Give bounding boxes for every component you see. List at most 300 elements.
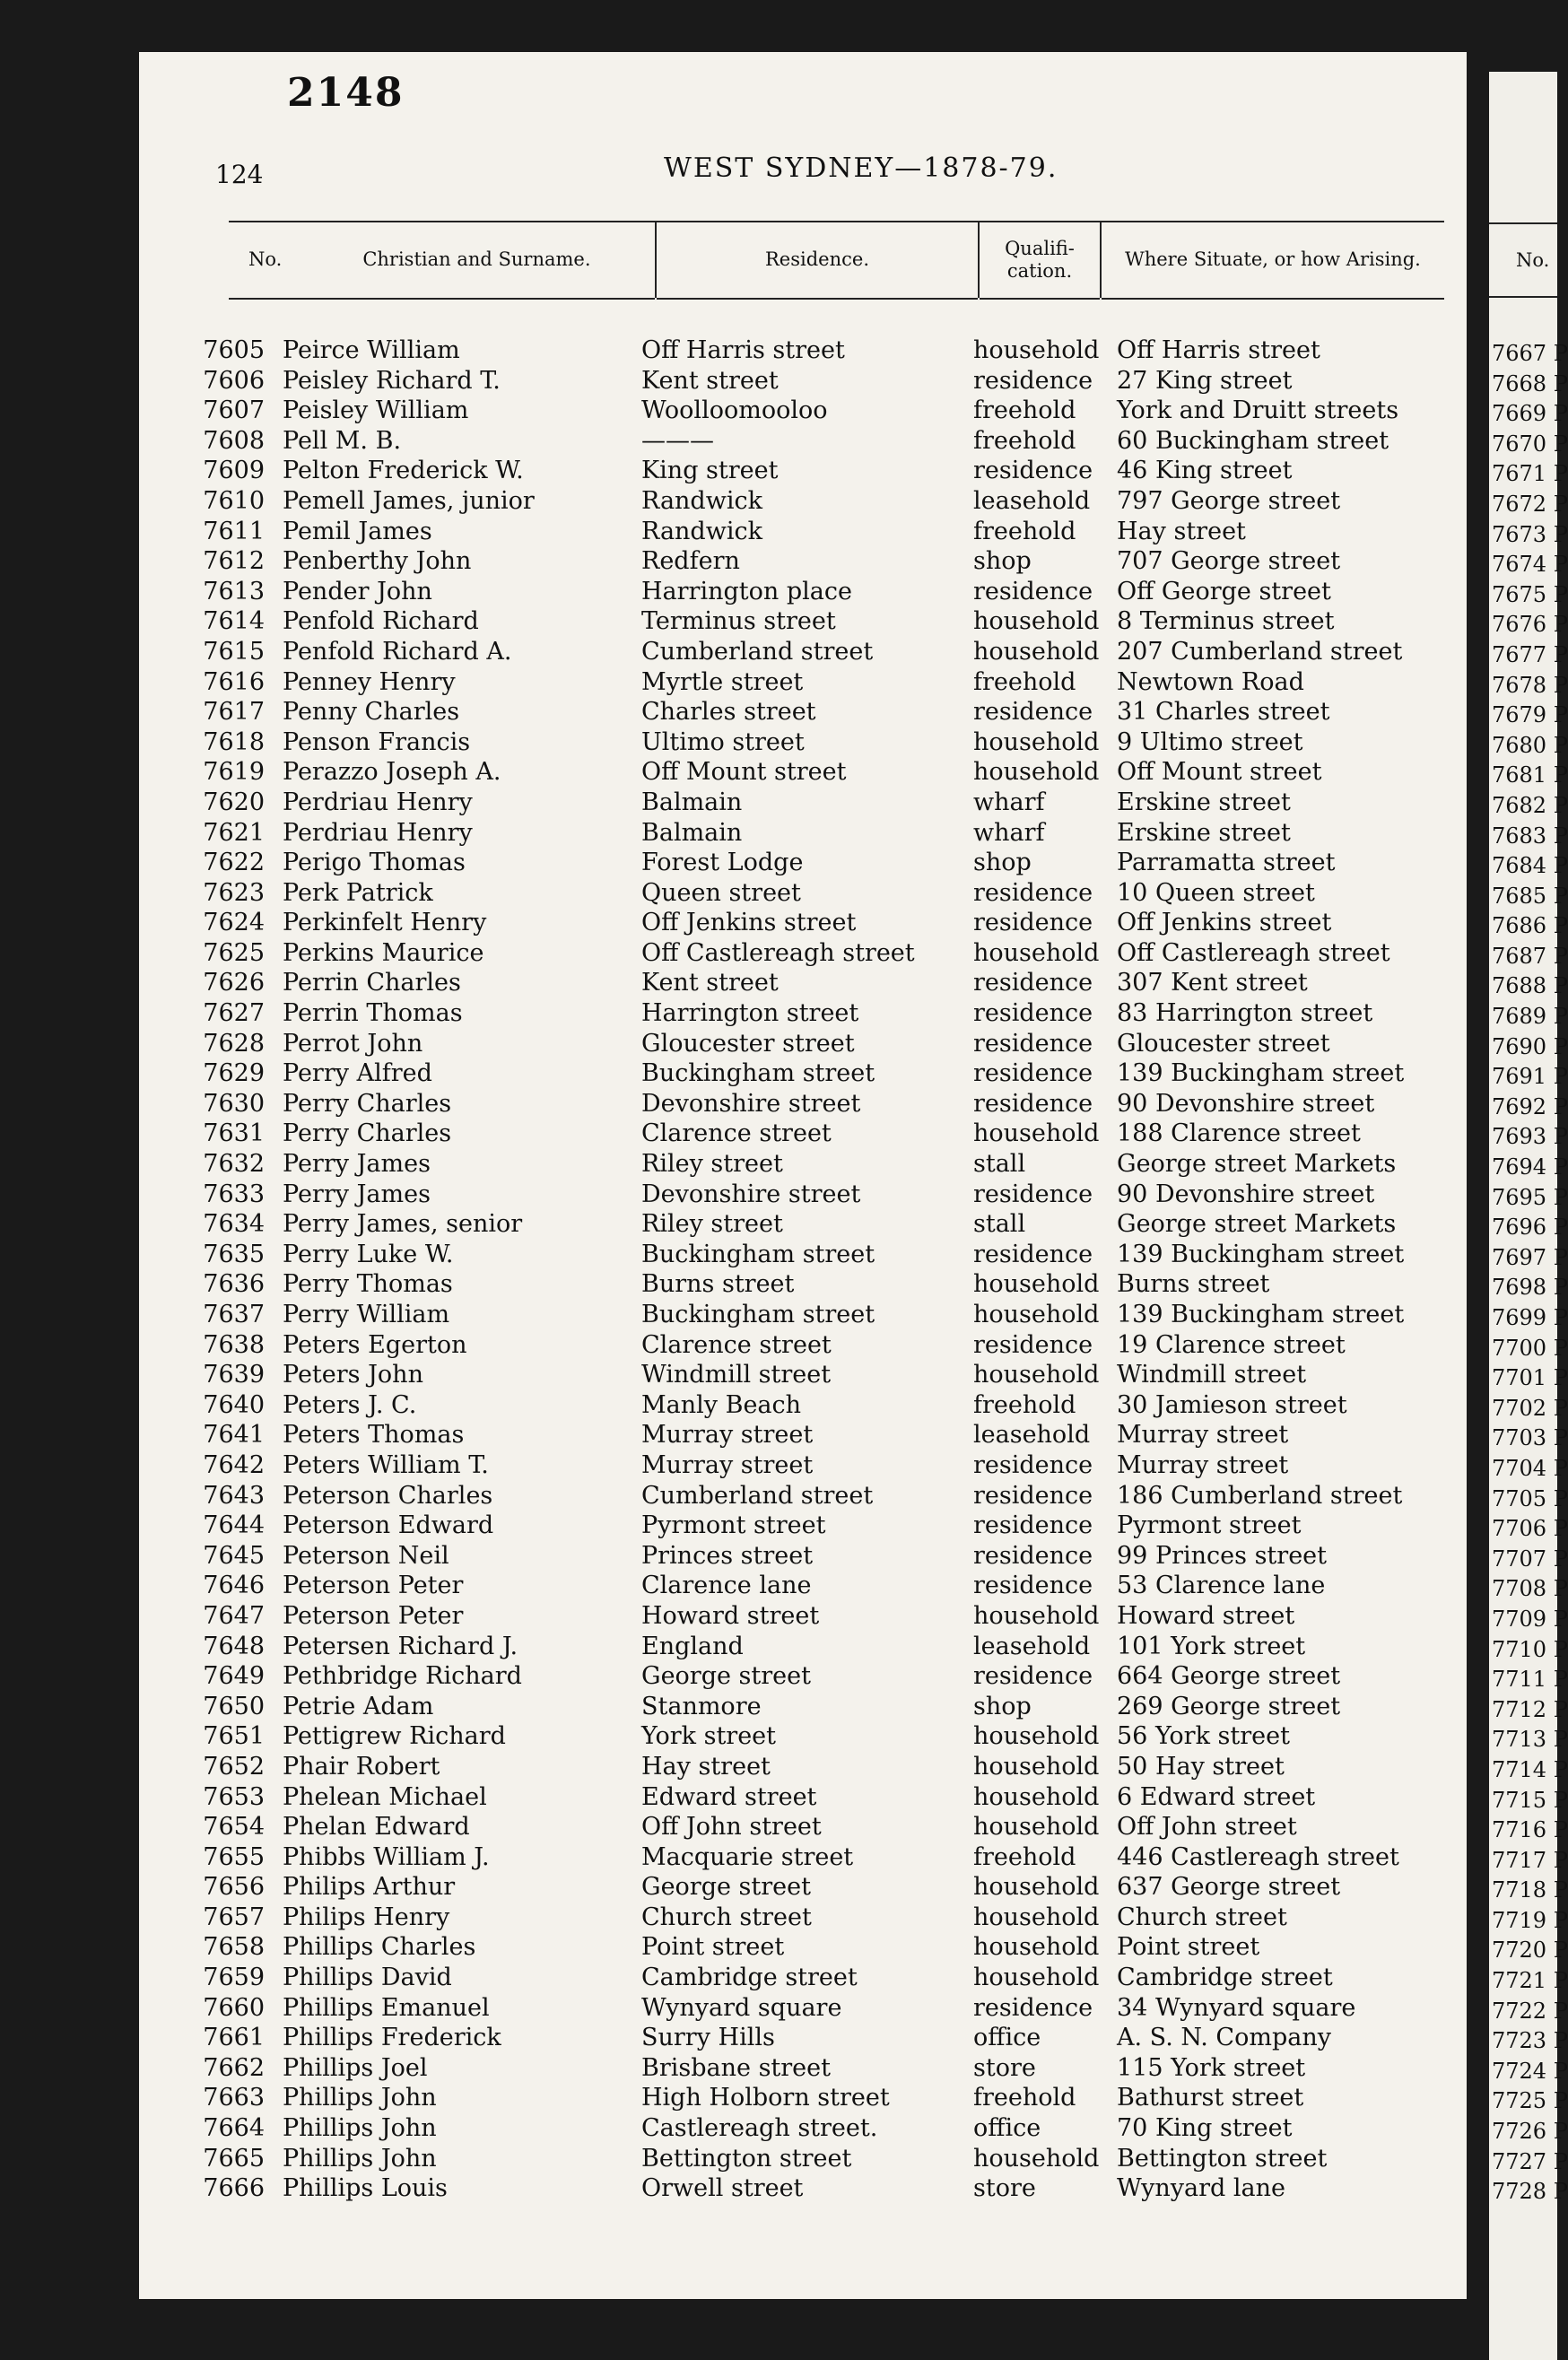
entry-number: 7642 xyxy=(203,1450,265,1479)
entry-name: Peterson Peter xyxy=(283,1601,464,1630)
table-row xyxy=(184,1993,1476,2024)
facing-row: 7694 P xyxy=(1492,1154,1568,1180)
entry-qualification: residence xyxy=(973,1662,1093,1691)
facing-row: 7711 P xyxy=(1492,1667,1568,1693)
table-row xyxy=(184,1089,1476,1119)
entry-where-situate: 637 George street xyxy=(1117,1873,1341,1902)
entry-residence: Manly Beach xyxy=(641,1390,802,1419)
entry-number: 7634 xyxy=(203,1210,265,1239)
entry-where-situate: Erskine street xyxy=(1117,788,1291,816)
table-row xyxy=(184,1209,1476,1240)
entry-where-situate: Church street xyxy=(1117,1903,1287,1931)
entry-number: 7629 xyxy=(203,1059,265,1088)
facing-row: 7699 P xyxy=(1492,1305,1568,1330)
facing-row: 7691 P xyxy=(1492,1064,1568,1090)
entry-residence: Brisbane street xyxy=(641,2053,831,2082)
entry-number: 7633 xyxy=(203,1180,265,1208)
entry-where-situate: Off Mount street xyxy=(1117,758,1322,787)
entry-name: Phillips John xyxy=(283,2084,437,2112)
entry-qualification: residence xyxy=(973,1511,1093,1540)
table-row xyxy=(184,546,1476,577)
entry-name: Peisley William xyxy=(283,396,469,425)
facing-row: 7695 P xyxy=(1492,1184,1568,1210)
entry-residence: High Holborn street xyxy=(641,2084,890,2112)
entry-residence: George street xyxy=(641,1873,811,1902)
entry-qualification: residence xyxy=(973,1029,1093,1058)
facing-row: 7692 P xyxy=(1492,1093,1568,1119)
entry-where-situate: Hay street xyxy=(1117,517,1246,545)
entry-name: Phelan Edward xyxy=(283,1813,470,1842)
entry-name: Perry Thomas xyxy=(283,1270,453,1299)
entry-residence: Murray street xyxy=(641,1450,814,1479)
table-row xyxy=(184,1721,1476,1752)
entry-residence: Murray street xyxy=(641,1421,814,1450)
entry-residence: Balmain xyxy=(641,788,743,816)
entry-name: Peterson Edward xyxy=(283,1511,494,1540)
entry-where-situate: 9 Ultimo street xyxy=(1117,727,1303,756)
table-row xyxy=(184,486,1476,517)
entry-number: 7625 xyxy=(203,938,265,967)
table-row xyxy=(184,517,1476,547)
entry-number: 7614 xyxy=(203,607,265,636)
facing-row: 7673 P xyxy=(1492,521,1568,547)
entry-name: Phillips John xyxy=(283,2114,437,2143)
facing-row: 7702 P xyxy=(1492,1395,1568,1421)
entry-number: 7666 xyxy=(203,2174,265,2203)
table-row xyxy=(184,1269,1476,1300)
table-row xyxy=(184,1692,1476,1722)
table-row xyxy=(184,1511,1476,1541)
facing-header-no: No. xyxy=(1516,249,1550,271)
entry-where-situate: 34 Wynyard square xyxy=(1117,1993,1356,2022)
facing-row: 7670 P xyxy=(1492,431,1568,457)
entry-number: 7624 xyxy=(203,909,265,937)
table-row xyxy=(184,1601,1476,1632)
entry-number: 7610 xyxy=(203,486,265,515)
entry-where-situate: 19 Clarence street xyxy=(1117,1330,1346,1359)
entry-qualification: wharf xyxy=(973,788,1045,816)
entry-name: Pemil James xyxy=(283,517,432,545)
entry-name: Pemell James, junior xyxy=(283,486,535,515)
facing-row: 7700 P xyxy=(1492,1335,1568,1361)
entry-number: 7665 xyxy=(203,2144,265,2173)
entry-name: Phelean Michael xyxy=(283,1782,487,1811)
entry-residence: Redfern xyxy=(641,547,740,576)
table-row xyxy=(184,1180,1476,1210)
table-row xyxy=(184,1481,1476,1511)
entry-residence: Riley street xyxy=(641,1150,783,1179)
entry-name: Penney Henry xyxy=(283,667,456,696)
facing-row: 7667 P xyxy=(1492,341,1568,366)
entry-where-situate: 83 Harrington street xyxy=(1117,999,1373,1028)
entry-qualification: residence xyxy=(973,1541,1093,1570)
entry-residence: Randwick xyxy=(641,486,762,515)
facing-row: 7675 P xyxy=(1492,581,1568,607)
facing-row: 7709 P xyxy=(1492,1606,1568,1632)
facing-row: 7707 P xyxy=(1492,1546,1568,1572)
entry-number: 7646 xyxy=(203,1572,265,1600)
entry-residence: Buckingham street xyxy=(641,1301,875,1328)
facing-row: 7720 P xyxy=(1492,1938,1568,1964)
facing-row: 7713 P xyxy=(1492,1727,1568,1753)
entry-qualification: residence xyxy=(973,1450,1093,1479)
entry-number: 7660 xyxy=(203,1993,265,2022)
entry-number: 7650 xyxy=(203,1692,265,1720)
entry-name: Perry William xyxy=(283,1301,450,1328)
entry-residence: Burns street xyxy=(641,1270,795,1299)
facing-page-rule xyxy=(1489,222,1557,224)
entry-name: Perkinfelt Henry xyxy=(283,909,487,937)
entry-number: 7649 xyxy=(203,1662,265,1691)
entry-name: Phibbs William J. xyxy=(283,1842,490,1871)
entry-where-situate: 797 George street xyxy=(1117,486,1341,515)
facing-row: 7725 P xyxy=(1492,2088,1568,2114)
facing-row: 7676 P xyxy=(1492,612,1568,638)
entry-where-situate: 60 Buckingham street xyxy=(1117,426,1389,455)
facing-row: 7723 P xyxy=(1492,2028,1568,2054)
entry-residence: Harrington place xyxy=(641,577,852,605)
table-row xyxy=(184,577,1476,607)
entry-qualification: household xyxy=(973,1933,1100,1962)
entry-where-situate: Windmill street xyxy=(1117,1361,1307,1389)
entry-name: Pender John xyxy=(283,577,432,605)
entry-qualification: residence xyxy=(973,999,1093,1028)
entry-number: 7606 xyxy=(203,366,265,395)
entry-number: 7613 xyxy=(203,577,265,605)
entry-qualification: freehold xyxy=(973,2084,1076,2112)
entry-name: Penson Francis xyxy=(283,727,471,756)
entry-number: 7647 xyxy=(203,1601,265,1630)
entry-number: 7638 xyxy=(203,1330,265,1359)
entry-where-situate: 707 George street xyxy=(1117,547,1341,576)
entry-where-situate: 6 Edward street xyxy=(1117,1782,1316,1811)
facing-row: 7689 P xyxy=(1492,1004,1568,1030)
entry-qualification: household xyxy=(973,2144,1100,2173)
entry-where-situate: A. S. N. Company xyxy=(1117,2024,1331,2052)
entry-name: Pethbridge Richard xyxy=(283,1662,522,1691)
entry-number: 7662 xyxy=(203,2053,265,2082)
entry-qualification: leasehold xyxy=(973,1632,1091,1660)
entry-where-situate: Erskine street xyxy=(1117,818,1291,847)
entry-number: 7639 xyxy=(203,1361,265,1389)
entry-residence: Myrtle street xyxy=(641,667,804,696)
table-row xyxy=(184,1029,1476,1059)
table-row xyxy=(184,1058,1476,1089)
entry-qualification: household xyxy=(973,938,1100,967)
entry-number: 7648 xyxy=(203,1632,265,1660)
facing-row: 7677 P xyxy=(1492,641,1568,667)
entry-name: Peters William T. xyxy=(283,1450,489,1479)
facing-page-rule xyxy=(1489,296,1557,298)
table-row xyxy=(184,1300,1476,1330)
entry-where-situate: 664 George street xyxy=(1117,1662,1341,1691)
entry-residence: Princes street xyxy=(641,1541,814,1570)
header-name: Christian and Surname. xyxy=(362,248,591,271)
entry-qualification: store xyxy=(973,2053,1036,2082)
entry-name: Peters John xyxy=(283,1361,423,1389)
facing-row: 7712 P xyxy=(1492,1696,1568,1722)
entry-qualification: freehold xyxy=(973,426,1076,455)
entry-residence: Hay street xyxy=(641,1752,771,1781)
entry-residence: Off Castlereagh street xyxy=(641,938,915,967)
table-row xyxy=(184,1541,1476,1572)
entry-where-situate: Bathurst street xyxy=(1117,2084,1304,2112)
entry-name: Perrin Charles xyxy=(283,969,461,997)
entry-name: Phillips Charles xyxy=(283,1933,476,1962)
entry-residence: Woolloomooloo xyxy=(641,396,828,425)
entry-residence: King street xyxy=(641,457,779,485)
entry-qualification: freehold xyxy=(973,667,1076,696)
table-row xyxy=(184,1932,1476,1963)
entry-residence: Clarence lane xyxy=(641,1572,812,1600)
entry-residence: Randwick xyxy=(641,517,762,545)
entry-where-situate: Wynyard lane xyxy=(1117,2174,1286,2203)
table-row xyxy=(184,1330,1476,1361)
entry-qualification: wharf xyxy=(973,818,1045,847)
entry-name: Perry James, senior xyxy=(283,1210,523,1239)
entry-qualification: residence xyxy=(973,1330,1093,1359)
facing-row: 7701 P xyxy=(1492,1365,1568,1391)
entry-residence: York street xyxy=(641,1722,777,1751)
entry-residence: Off Jenkins street xyxy=(641,909,857,937)
facing-row: 7728 P xyxy=(1492,2179,1568,2205)
entry-where-situate: Off Castlereagh street xyxy=(1117,938,1390,967)
entry-name: Peters Egerton xyxy=(283,1330,467,1359)
entry-number: 7644 xyxy=(203,1511,265,1540)
entry-qualification: residence xyxy=(973,1993,1093,2022)
entry-where-situate: 8 Terminus street xyxy=(1117,607,1335,636)
facing-row: 7719 P xyxy=(1492,1907,1568,1933)
facing-row: 7698 P xyxy=(1492,1275,1568,1301)
entry-residence: Charles street xyxy=(641,698,816,727)
table-row xyxy=(184,2113,1476,2144)
entry-where-situate: Bettington street xyxy=(1117,2144,1328,2173)
table-row xyxy=(184,1903,1476,1933)
entry-residence: Castlereagh street. xyxy=(641,2114,878,2143)
entry-qualification: freehold xyxy=(973,396,1076,425)
entry-number: 7631 xyxy=(203,1119,265,1148)
facing-row: 7722 P xyxy=(1492,1998,1568,2024)
facing-row: 7682 P xyxy=(1492,792,1568,818)
entry-where-situate: 70 King street xyxy=(1117,2114,1293,2143)
entry-number: 7620 xyxy=(203,788,265,816)
entry-where-situate: 46 King street xyxy=(1117,457,1293,485)
facing-row: 7710 P xyxy=(1492,1636,1568,1662)
table-row xyxy=(184,456,1476,486)
table-row xyxy=(184,1149,1476,1180)
facing-row: 7683 P xyxy=(1492,823,1568,849)
facing-row: 7669 P xyxy=(1492,401,1568,427)
entry-name: Pettigrew Richard xyxy=(283,1722,506,1751)
entry-qualification: household xyxy=(973,336,1100,364)
entry-residence: Bettington street xyxy=(641,2144,852,2173)
facing-page-list xyxy=(1492,339,1568,2208)
facing-row: 7674 P xyxy=(1492,552,1568,578)
entry-residence: Off John street xyxy=(641,1813,822,1842)
entry-qualification: residence xyxy=(973,457,1093,485)
entry-number: 7628 xyxy=(203,1029,265,1058)
entry-qualification: leasehold xyxy=(973,486,1091,515)
entry-residence: Queen street xyxy=(641,878,801,907)
table-row xyxy=(184,1782,1476,1813)
entry-where-situate: 307 Kent street xyxy=(1117,969,1308,997)
entry-residence: Gloucester street xyxy=(641,1029,855,1058)
entry-name: Perry James xyxy=(283,1150,431,1179)
facing-row: 7717 P xyxy=(1492,1847,1568,1873)
entry-qualification: residence xyxy=(973,366,1093,395)
facing-row: 7703 P xyxy=(1492,1425,1568,1451)
entry-where-situate: 56 York street xyxy=(1117,1722,1290,1751)
entry-name: Perry James xyxy=(283,1180,431,1208)
entry-qualification: residence xyxy=(973,969,1093,997)
entry-qualification: household xyxy=(973,1119,1100,1148)
entry-residence: England xyxy=(641,1632,744,1660)
entry-where-situate: 90 Devonshire street xyxy=(1117,1089,1375,1118)
facing-row: 7684 P xyxy=(1492,853,1568,879)
entry-name: Penfold Richard A. xyxy=(283,637,512,666)
entry-qualification: freehold xyxy=(973,1390,1076,1419)
entry-qualification: residence xyxy=(973,1180,1093,1208)
entry-name: Peterson Neil xyxy=(283,1541,449,1570)
entry-qualification: household xyxy=(973,1813,1100,1842)
entry-number: 7655 xyxy=(203,1842,265,1871)
table-row xyxy=(184,1420,1476,1450)
entry-name: Penfold Richard xyxy=(283,607,479,636)
entry-name: Phillips Joel xyxy=(283,2053,428,2082)
entry-residence: Devonshire street xyxy=(641,1180,861,1208)
table-row xyxy=(184,1872,1476,1903)
facing-row: 7716 P xyxy=(1492,1817,1568,1843)
entry-qualification: residence xyxy=(973,1059,1093,1088)
entry-number: 7635 xyxy=(203,1240,265,1268)
entry-qualification: household xyxy=(973,1601,1100,1630)
entry-name: Perry Charles xyxy=(283,1089,452,1118)
facing-row: 7690 P xyxy=(1492,1033,1568,1059)
entry-qualification: household xyxy=(973,1782,1100,1811)
facing-row: 7706 P xyxy=(1492,1516,1568,1542)
entry-name: Peters J. C. xyxy=(283,1390,417,1419)
entry-residence: Buckingham street xyxy=(641,1240,875,1268)
entry-number: 7643 xyxy=(203,1481,265,1510)
entry-where-situate: 31 Charles street xyxy=(1117,698,1330,727)
entry-number: 7640 xyxy=(203,1390,265,1419)
entry-number: 7616 xyxy=(203,667,265,696)
entry-residence: Cumberland street xyxy=(641,1481,874,1510)
entry-qualification: residence xyxy=(973,909,1093,937)
facing-row: 7696 P xyxy=(1492,1215,1568,1241)
entry-number: 7658 xyxy=(203,1933,265,1962)
table-row xyxy=(184,335,1476,366)
entry-residence: Off Mount street xyxy=(641,758,847,787)
header-no-name-cell xyxy=(229,221,655,300)
table-row xyxy=(184,757,1476,788)
entry-number: 7623 xyxy=(203,878,265,907)
entry-where-situate: Point street xyxy=(1117,1933,1260,1962)
entry-number: 7663 xyxy=(203,2084,265,2112)
entry-number: 7617 xyxy=(203,698,265,727)
entry-name: Perdriau Henry xyxy=(283,818,473,847)
entry-number: 7637 xyxy=(203,1301,265,1328)
entry-residence: Terminus street xyxy=(641,607,836,636)
table-row xyxy=(184,878,1476,909)
entry-where-situate: 139 Buckingham street xyxy=(1117,1240,1405,1268)
entry-number: 7657 xyxy=(203,1903,265,1931)
header-no: No. xyxy=(248,248,283,271)
entry-name: Phillips Frederick xyxy=(283,2024,501,2052)
header-where: Where Situate, or how Arising. xyxy=(1102,221,1444,300)
entry-name: Philips Arthur xyxy=(283,1873,456,1902)
entry-number: 7645 xyxy=(203,1541,265,1570)
header-qualification: Qualifi- cation. xyxy=(980,221,1100,300)
entry-residence: Buckingham street xyxy=(641,1059,875,1088)
entry-number: 7615 xyxy=(203,637,265,666)
entry-name: Perrin Thomas xyxy=(283,999,463,1028)
entry-residence: Kent street xyxy=(641,969,779,997)
entry-name: Peisley Richard T. xyxy=(283,366,501,395)
entry-where-situate: 446 Castlereagh street xyxy=(1117,1842,1399,1871)
entry-number: 7626 xyxy=(203,969,265,997)
entry-residence: Kent street xyxy=(641,366,779,395)
entry-qualification: stall xyxy=(973,1150,1026,1179)
entry-number: 7608 xyxy=(203,426,265,455)
entry-number: 7641 xyxy=(203,1421,265,1450)
table-row xyxy=(184,1240,1476,1270)
entry-name: Phillips Emanuel xyxy=(283,1993,490,2022)
table-row xyxy=(184,667,1476,698)
entry-residence: Surry Hills xyxy=(641,2024,775,2052)
entry-where-situate: 188 Clarence street xyxy=(1117,1119,1361,1148)
entry-qualification: household xyxy=(973,1722,1100,1751)
entry-where-situate: Howard street xyxy=(1117,1601,1295,1630)
entry-qualification: residence xyxy=(973,878,1093,907)
entry-number: 7659 xyxy=(203,1964,265,1992)
entry-residence: Edward street xyxy=(641,1782,817,1811)
table-row xyxy=(184,788,1476,818)
entry-number: 7656 xyxy=(203,1873,265,1902)
page-number: 124 xyxy=(215,160,264,189)
entry-name: Peterson Peter xyxy=(283,1572,464,1600)
entry-number: 7651 xyxy=(203,1722,265,1751)
entry-residence: Cambridge street xyxy=(641,1964,858,1992)
entry-name: Philips Henry xyxy=(283,1903,450,1931)
facing-row: 7678 P xyxy=(1492,672,1568,698)
entry-where-situate: 10 Queen street xyxy=(1117,878,1315,907)
entry-number: 7621 xyxy=(203,818,265,847)
entry-qualification: shop xyxy=(973,1692,1032,1720)
entry-where-situate: George street Markets xyxy=(1117,1210,1397,1239)
entry-residence: Riley street xyxy=(641,1210,783,1239)
entry-name: Perry Charles xyxy=(283,1119,452,1148)
table-row xyxy=(184,637,1476,667)
entry-name: Petersen Richard J. xyxy=(283,1632,518,1660)
entry-qualification: household xyxy=(973,1873,1100,1902)
entry-qualification: office xyxy=(973,2024,1041,2052)
header-residence: Residence. xyxy=(657,221,978,300)
entry-where-situate: Murray street xyxy=(1117,1421,1289,1450)
entry-name: Perrot John xyxy=(283,1029,423,1058)
entry-where-situate: Off Harris street xyxy=(1117,336,1320,364)
entry-name: Phair Robert xyxy=(283,1752,440,1781)
table-row xyxy=(184,848,1476,878)
table-row xyxy=(184,998,1476,1029)
table-row xyxy=(184,1390,1476,1421)
facing-row: 7708 P xyxy=(1492,1576,1568,1602)
entry-where-situate: Murray street xyxy=(1117,1450,1289,1479)
entry-qualification: household xyxy=(973,1361,1100,1389)
entry-name: Perkins Maurice xyxy=(283,938,484,967)
entry-residence: Wynyard square xyxy=(641,1993,842,2022)
entry-number: 7661 xyxy=(203,2024,265,2052)
